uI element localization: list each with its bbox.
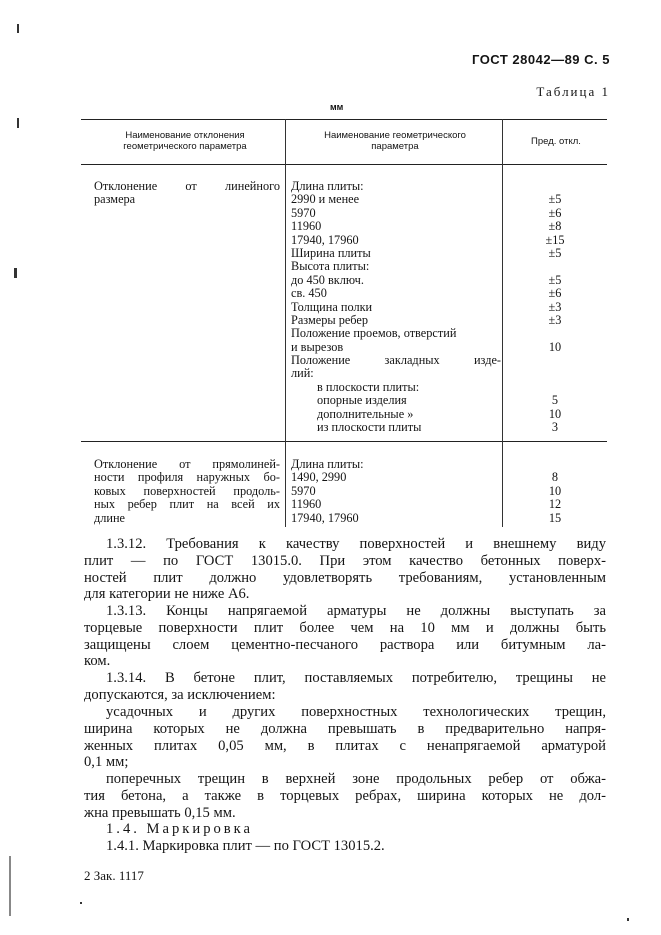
paragraph-1-3-13: 1.3.13. Концы напрягаемой арматуры не должны выступать за торцевые поверхности плит более чем на 10 мм и должны быть защищены слоем цементно-песчаного раствора или битумным ла- ком. bbox=[84, 603, 606, 670]
scan-artifact bbox=[9, 856, 11, 916]
group1-name: Отклонение от линейного размера bbox=[94, 179, 280, 207]
group2-params: Длина плиты: 1490, 2990 5970 11960 17940, 17960 bbox=[291, 457, 364, 525]
scan-artifact bbox=[14, 268, 17, 278]
paragraph-cracks-1: усадочных и других поверхностных технологических трещин, ширина которых не должна превышать в предварительно напря- женных плитах 0,05 мм, в плитах с ненапрягаемой арматурой 0,1 мм; bbox=[84, 704, 606, 771]
table-header-rule bbox=[81, 164, 607, 165]
table-header-col1: Наименование отклонения геометрического параметра bbox=[123, 130, 247, 152]
section-marking-title: 1.4. Маркировка bbox=[106, 821, 254, 837]
scan-artifact bbox=[17, 118, 19, 128]
group1-values: ±5 ±6 ±8 ±15 ±5 ±5 ±6 ±3 ±3 10 5 10 3 bbox=[545, 192, 565, 435]
table-col-divider-2 bbox=[502, 119, 503, 527]
table-col-divider-1 bbox=[285, 119, 286, 527]
table-group-rule bbox=[81, 441, 607, 442]
table-header-col3: Пред. откл. bbox=[531, 136, 581, 147]
paragraph-cracks-2: поперечных трещин в верхней зоне продольных ребер от обжа- тия бетона, а также в торцевых ребрах, ширина которых не дол- жна превышать 0,15 мм. bbox=[84, 771, 606, 821]
table-label: Таблица 1 bbox=[536, 84, 610, 99]
scan-artifact bbox=[80, 902, 82, 904]
unit-label: мм bbox=[330, 102, 344, 112]
scan-artifact bbox=[17, 24, 19, 33]
paragraph-1-3-12: 1.3.12. Требования к качеству поверхностей и внешнему виду плит — по ГОСТ 13015.0. При этом качество бетонных поверх- ностей плит должно удовлетворять требованиям, установленным для категории не ниже А6. bbox=[84, 536, 606, 603]
scan-artifact bbox=[627, 918, 629, 921]
group2-name: Отклонение от прямолиней- ности профиля наружных бо- ковых поверхностей продоль- ных ребер плит на всей их длине bbox=[94, 457, 280, 525]
group1-params: Длина плиты: 2990 и менее 5970 11960 17940, 17960 Ширина плиты Высота плиты: до 450 включ. св. 450 Толщина полки Размеры ребер Положение проемов, отверстий и вырезов Положение закладных изде- лий: в плоскости плиты: опорные изделия дополнительные » из плоскости плиты bbox=[291, 179, 501, 435]
table-header-col2: Наименование геометрического параметра bbox=[324, 130, 466, 152]
table-top-rule bbox=[81, 119, 607, 120]
page-footer: 2 Зак. 1117 bbox=[84, 868, 144, 883]
group2-values: 8 10 12 15 bbox=[548, 470, 562, 525]
page-header: ГОСТ 28042—89 С. 5 bbox=[472, 52, 610, 67]
paragraph-1-4-1: 1.4.1. Маркировка плит — по ГОСТ 13015.2. bbox=[106, 838, 385, 854]
paragraph-1-3-14: 1.3.14. В бетоне плит, поставляемых потребителю, трещины не допускаются, за исключением: bbox=[84, 670, 606, 703]
